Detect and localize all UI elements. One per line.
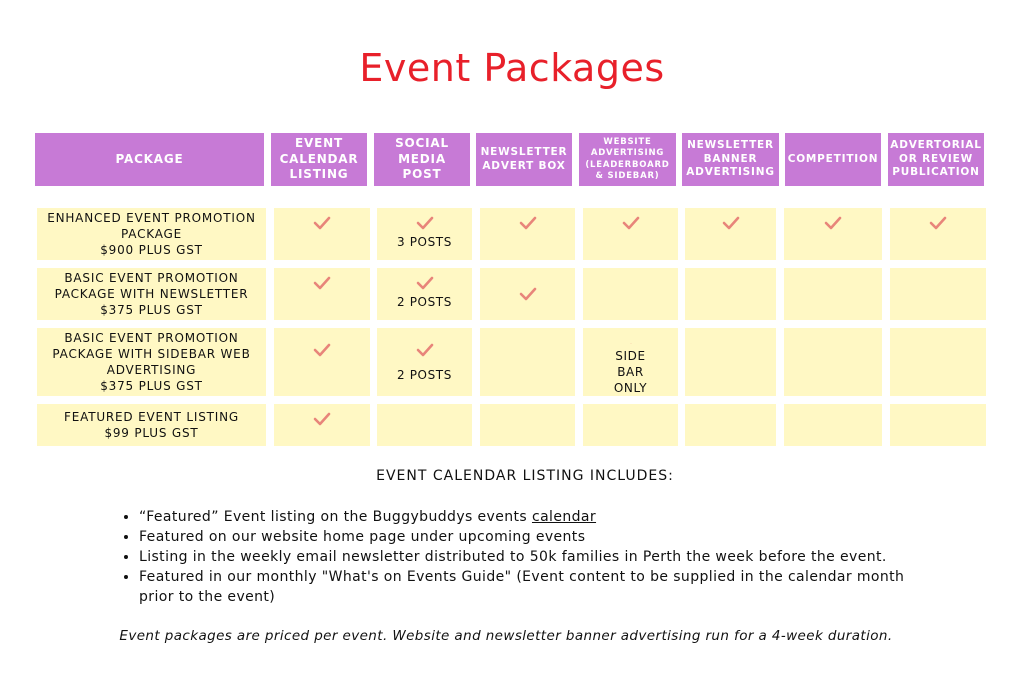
cell-social-media [377, 208, 472, 260]
check-icon [416, 343, 434, 357]
table-row-package-cell [37, 268, 266, 320]
list-item: • Featured on our website home page under upcoming events [139, 527, 939, 547]
cell-advertorial [890, 208, 986, 260]
check-icon [622, 216, 640, 230]
header-newsletter-banner-advertising: NEWSLETTER BANNER ADVERTISING [682, 133, 779, 186]
includes-list [118, 507, 939, 607]
header-newsletter-advert-box: NEWSLETTER ADVERT BOX [476, 133, 572, 186]
package-name: BASIC EVENT PROMOTION PACKAGE WITH NEWSLETTER [54, 271, 249, 301]
cell-newsletter-banner [685, 208, 776, 260]
cell-newsletter-banner [685, 328, 776, 396]
cell-event-calendar [274, 404, 370, 446]
table-row-package-cell [37, 208, 266, 260]
cell-event-calendar [274, 268, 370, 320]
cell-newsletter-advert [480, 328, 575, 396]
cell-social-media [377, 404, 472, 446]
check-icon [519, 216, 537, 230]
social-note: 2 POSTS [397, 368, 452, 382]
list-item: • Featured in our monthly "What's on Events Guide" (Event content to be supplied in the calendar month prior to the event) [139, 567, 939, 607]
package-name: BASIC EVENT PROMOTION PACKAGE WITH SIDEBAR WEB ADVERTISING [52, 331, 251, 377]
cell-competition [784, 404, 882, 446]
cell-website-advertising [583, 404, 678, 446]
cell-competition [784, 268, 882, 320]
package-price: $99 PLUS GST [104, 426, 199, 440]
cell-event-calendar [274, 328, 370, 396]
table-row-package-cell [37, 404, 266, 446]
footer-note: Event packages are priced per event. Website and newsletter banner advertising run for a 4-week duration. [119, 628, 893, 644]
table-row-package-cell [37, 328, 266, 396]
header-competition: COMPETITION [785, 133, 881, 186]
header-event-calendar-listing: EVENT CALENDAR LISTING [271, 133, 367, 186]
header-package: PACKAGE [35, 133, 264, 186]
cell-newsletter-advert [480, 404, 575, 446]
cell-competition [784, 328, 882, 396]
social-note: 2 POSTS [397, 295, 452, 309]
cell-newsletter-advert [480, 208, 575, 260]
check-icon [313, 216, 331, 230]
cell-social-media [377, 268, 472, 320]
cell-website-advertising [583, 208, 678, 260]
cell-newsletter-banner [685, 404, 776, 446]
package-name: FEATURED EVENT LISTING [64, 410, 239, 424]
cell-website-advertising [583, 268, 678, 320]
package-price: $375 PLUS GST [100, 379, 203, 393]
calendar-link[interactable]: calendar [531, 509, 597, 525]
check-icon [416, 276, 434, 290]
header-website-advertising: WEBSITE ADVERTISING (LEADERBOARD & SIDEBAR) [579, 133, 676, 186]
cell-newsletter-banner [685, 268, 776, 320]
check-icon [313, 343, 331, 357]
cell-event-calendar [274, 208, 370, 260]
header-social-media-post: SOCIAL MEDIA POST [374, 133, 470, 186]
package-price: $900 PLUS GST [100, 243, 203, 257]
check-icon [929, 216, 947, 230]
page-title: Event Packages [359, 46, 665, 90]
cell-advertorial [890, 268, 986, 320]
includes-title: EVENT CALENDAR LISTING INCLUDES: [376, 468, 674, 484]
package-name: ENHANCED EVENT PROMOTION PACKAGE [47, 211, 256, 241]
social-note: 3 POSTS [397, 235, 452, 249]
package-price: $375 PLUS GST [100, 303, 203, 317]
cell-competition [784, 208, 882, 260]
check-icon [313, 412, 331, 426]
check-icon [416, 216, 434, 230]
list-item: • Listing in the weekly email newsletter distributed to 50k families in Perth the week before the event. [139, 547, 939, 567]
check-icon [622, 343, 640, 344]
cell-newsletter-advert [480, 268, 575, 320]
check-icon [722, 216, 740, 230]
list-item-text: “Featured” Event listing on the Buggybuddys events [139, 509, 532, 525]
cell-website-advertising [583, 328, 678, 396]
cell-advertorial [890, 404, 986, 446]
website-note: SIDE BAR ONLY [613, 349, 648, 395]
cell-social-media [377, 328, 472, 396]
header-advertorial: ADVERTORIAL OR REVIEW PUBLICATION [888, 133, 984, 186]
list-item [139, 507, 939, 527]
check-icon [313, 276, 331, 290]
check-icon [519, 287, 537, 301]
check-icon [824, 216, 842, 230]
cell-advertorial [890, 328, 986, 396]
